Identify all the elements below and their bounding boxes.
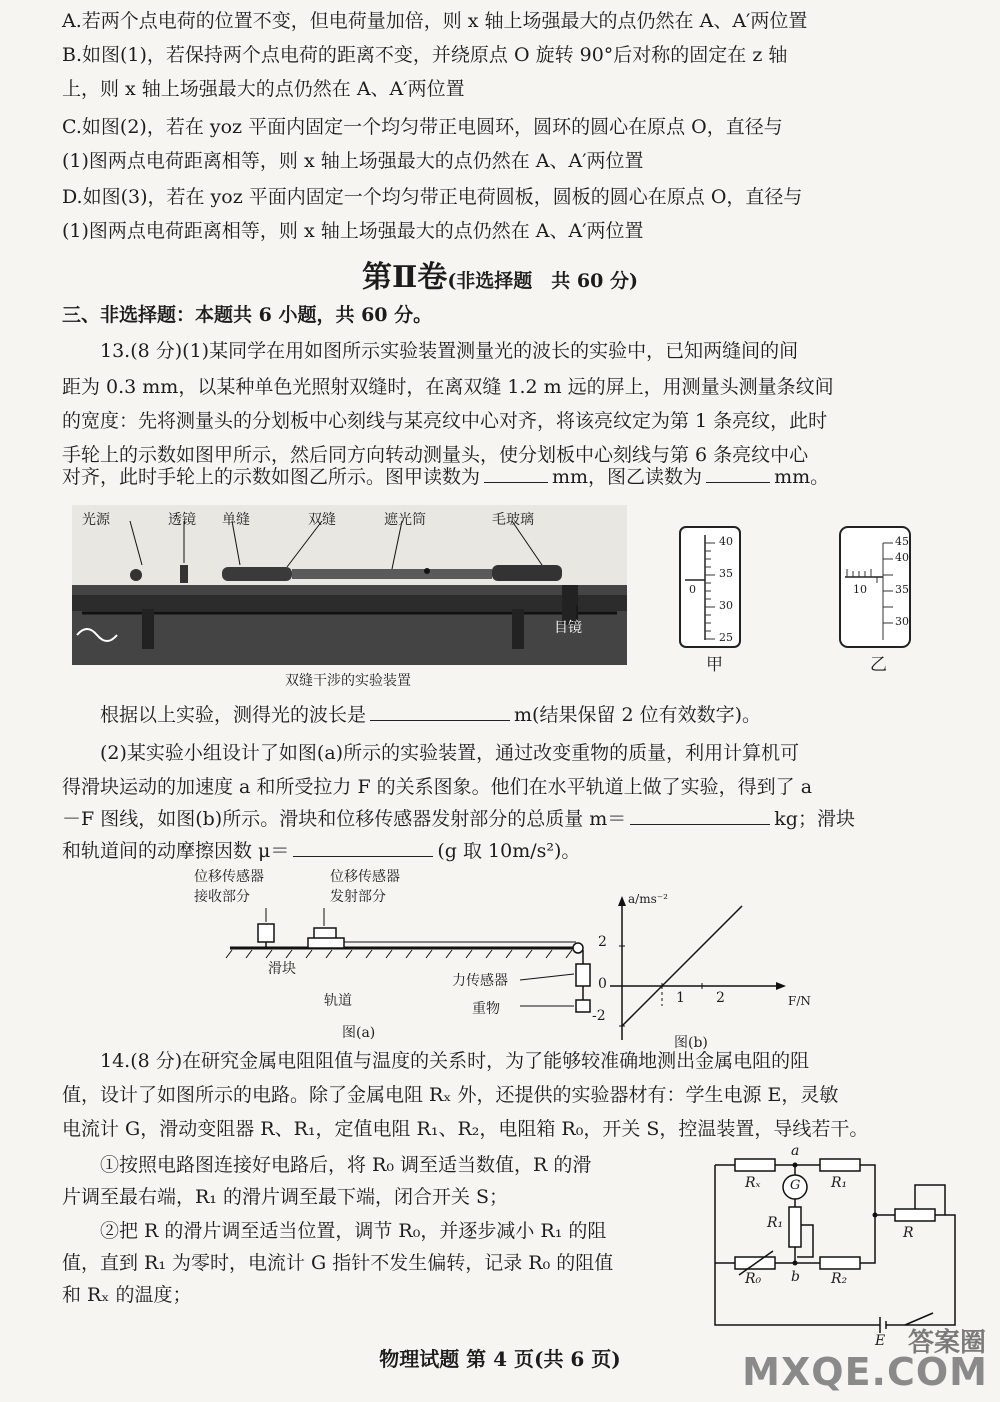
dial-jia-tick-4: 25 <box>719 631 733 644</box>
q13-line5 <box>62 462 829 492</box>
dial-jia-main-scale: 0 <box>689 583 696 596</box>
watermark-logo-text: 答案圈 <box>907 1328 986 1358</box>
q13-part2-line1: (2)某实验小组设计了如图(a)所示的实验装置，通过改变重物的质量，利用计算机可 <box>100 742 800 764</box>
fig-a-transmitter-label-2: 发射部分 <box>330 889 386 905</box>
label-eyepiece: 目镜 <box>554 620 582 636</box>
label-lens: 透镜 <box>168 512 196 528</box>
circuit-node-a: a <box>791 1143 800 1159</box>
apparatus-caption: 双缝干涉的实验装置 <box>285 673 411 689</box>
fig-b-xlabel: F/N <box>788 994 811 1008</box>
circuit-label-rt: R₁ <box>767 1215 784 1231</box>
fig-b-xtick-1: 1 <box>676 990 685 1006</box>
watermark-url: MXQE.COM <box>742 1350 988 1394</box>
option-b-line1: B.如图(1)，若保持两个点电荷的距离不变，并绕原点 O 旋转 90°后对称的固定在 z 轴 <box>62 44 788 66</box>
dial-yi-tick-3: 35 <box>895 583 909 596</box>
x-axis-arrow <box>776 982 786 990</box>
answer-blank-wavelength[interactable] <box>370 700 510 721</box>
double-slit-apparatus-figure <box>72 505 627 665</box>
option-d-line1: D.如图(3)，若在 yoz 平面内固定一个均匀带正电荷圆板，圆板的圆心在原点 O，直径与 <box>62 186 803 208</box>
q13-part2-line4-b: (g 取 10m/s²)。 <box>437 840 581 862</box>
dial-yi-main-scale: 10 <box>853 583 867 596</box>
dial-yi-tick-1: 45 <box>895 535 909 548</box>
micrometer-yi <box>835 525 915 650</box>
answer-blank-yi[interactable] <box>706 462 770 483</box>
fig-a-slider-label: 滑块 <box>268 961 296 977</box>
q13-wavelength-a: 根据以上实验，测得光的波长是 <box>100 704 367 726</box>
option-a: A.若两个点电荷的位置不变，但电荷量加倍，则 x 轴上场强最大的点仍然在 A、A′两位置 <box>62 10 808 32</box>
label-light-tube: 遮光筒 <box>384 512 426 528</box>
r2-resistor <box>820 1257 860 1269</box>
q14-step2-line2: 值，直到 R₁ 为零时，电流计 G 指针不发生偏转，记录 R₀ 的阻值 <box>62 1252 614 1274</box>
q13-wavelength-line <box>100 700 761 730</box>
circuit-label-r1: R₁ <box>831 1175 848 1191</box>
rt-resistor <box>789 1207 801 1247</box>
y-axis-arrow <box>618 896 626 906</box>
part2-title: 第Ⅱ卷 <box>362 260 448 295</box>
micrometer-jia-drawing <box>675 525 745 650</box>
circuit-label-e: E <box>875 1333 886 1349</box>
dial-jia-tick-2: 35 <box>719 567 733 580</box>
q13-part2-line2: 得滑块运动的加速度 a 和所受拉力 F 的关系图象。他们在水平轨道上做了实验，得到了 a <box>62 776 813 798</box>
circuit-node-b: b <box>791 1269 800 1285</box>
fig-a-track-label: 轨道 <box>324 993 352 1009</box>
answer-blank-jia[interactable] <box>484 462 548 483</box>
fig-a-receiver-label-1: 位移传感器 <box>194 869 264 885</box>
circuit-label-r2: R₂ <box>831 1271 848 1287</box>
fig-b-ytick-minus2: -2 <box>592 1008 606 1024</box>
q14-step2-line3: 和 Rₓ 的温度； <box>62 1284 192 1306</box>
circuit-label-rx: Rₓ <box>745 1175 761 1191</box>
part2-subtitle: (非选择题 共 60 分) <box>447 270 638 292</box>
figure-b-graph <box>590 890 820 1050</box>
r-rheostat <box>895 1209 935 1221</box>
q13-line2: 距为 0.3 mm，以某种单色光照射双缝时，在离双缝 1.2 m 远的屏上，用测量头测量条纹间 <box>62 376 834 398</box>
q13-part2-line3-a: －F 图线，如图(b)所示。滑块和位移传感器发射部分的总质量 m＝ <box>62 808 627 830</box>
q13-line5-c: mm。 <box>774 466 830 488</box>
dial-yi-tick-4: 30 <box>895 615 909 628</box>
figure-a-setup <box>190 862 610 1052</box>
q13-line4: 手轮上的示数如图甲所示，然后同方向转动测量头，使分划板中心刻线与第 6 条亮纹中心 <box>62 444 809 466</box>
dial-jia-tick-3: 30 <box>719 599 733 612</box>
q14-step1-line2: 片调至最右端，R₁ 的滑片调至最下端，闭合开关 S； <box>62 1186 509 1208</box>
circuit-label-g: G <box>790 1178 801 1193</box>
option-b-line2: 上，则 x 轴上场强最大的点仍然在 A、A′两位置 <box>62 78 465 100</box>
figure-a-drawing <box>190 862 610 1052</box>
rx-resistor <box>735 1159 775 1171</box>
answer-blank-mu[interactable] <box>293 836 433 857</box>
section-3-heading: 三、非选择题：本题共 6 小题，共 60 分。 <box>62 304 433 326</box>
label-double-slit: 双缝 <box>308 512 336 528</box>
part2-heading <box>0 252 1000 296</box>
fig-b-caption: 图(b) <box>674 1035 708 1051</box>
q14-step2-line1: ②把 R 的滑片调至适当位置，调节 R₀，并逐步减小 R₁ 的阻 <box>100 1220 607 1242</box>
fig-b-ylabel: a/ms⁻² <box>628 892 668 906</box>
r1-resistor <box>820 1159 860 1171</box>
page-footer: 物理试题 第 4 页(共 6 页) <box>379 1347 621 1371</box>
option-c-line1: C.如图(2)，若在 yoz 平面内固定一个均匀带正电圆环，圆环的圆心在原点 O，直径与 <box>62 116 783 138</box>
q13-line5-b: mm，图乙读数为 <box>552 466 703 488</box>
dial-yi-tick-2: 40 <box>895 551 909 564</box>
q14-step1-line1: ①按照电路图连接好电路后，将 R₀ 调至适当数值，R 的滑 <box>100 1154 592 1176</box>
a-f-series-line-0 <box>622 906 742 1026</box>
dial-jia-tick-1: 40 <box>719 535 733 548</box>
fig-b-ytick-2: 2 <box>598 934 607 950</box>
fig-a-transmitter-label-1: 位移传感器 <box>330 869 400 885</box>
option-c-line2: (1)图两点电荷距离相等，则 x 轴上场强最大的点仍然在 A、A′两位置 <box>62 150 644 172</box>
circuit-label-r: R <box>903 1225 914 1241</box>
q13-line1: 13.(8 分)(1)某同学在用如图所示实验装置测量光的波长的实验中，已知两缝间的间 <box>100 340 799 362</box>
q14-line3: 电流计 G，滑动变阻器 R、R₁，定值电阻 R₁、R₂，电阻箱 R₀，开关 S，控温装置，导线若干。 <box>62 1118 869 1140</box>
q13-wavelength-b: m(结果保留 2 位有效数字)。 <box>514 704 762 726</box>
label-ground-glass: 毛玻璃 <box>492 512 534 528</box>
fig-a-force-sensor-label: 力传感器 <box>452 973 508 989</box>
q14-line2: 值，设计了如图所示的电路。除了金属电阻 Rₓ 外，还提供的实验器材有：学生电源 E，灵敏 <box>62 1084 839 1106</box>
micrometer-jia <box>675 525 745 650</box>
q14-line1: 14.(8 分)在研究金属电阻阻值与温度的关系时，为了能够较准确地测出金属电阻的阻 <box>100 1050 810 1072</box>
apparatus-drawing <box>72 505 627 665</box>
dial-yi-label: 乙 <box>870 655 887 675</box>
fig-b-xtick-2: 2 <box>716 990 725 1006</box>
q13-part2-line3-b: kg；滑块 <box>774 808 855 830</box>
q13-part2-line4-a: 和轨道间的动摩擦因数 μ＝ <box>62 840 290 862</box>
label-single-slit: 单缝 <box>222 512 250 528</box>
dial-jia-label: 甲 <box>706 655 723 675</box>
option-d-line2: (1)图两点电荷距离相等，则 x 轴上场强最大的点仍然在 A、A′两位置 <box>62 220 644 242</box>
fig-b-ytick-0: 0 <box>598 976 607 992</box>
fig-a-weight-label: 重物 <box>472 1001 500 1017</box>
q13-line3: 的宽度：先将测量头的分划板中心刻线与某亮纹中心对齐，将该亮纹定为第 1 条亮纹，此时 <box>62 410 828 432</box>
a-f-chart <box>590 890 820 1050</box>
q13-part2-line3 <box>62 804 855 834</box>
fig-a-receiver-label-2: 接收部分 <box>194 889 250 905</box>
fig-a-caption: 图(a) <box>342 1025 376 1041</box>
label-light-source: 光源 <box>82 512 110 528</box>
answer-blank-mass[interactable] <box>630 804 770 825</box>
q13-line5-a: 对齐，此时手轮上的示数如图乙所示。图甲读数为 <box>62 466 481 488</box>
circuit-label-r0: R₀ <box>745 1271 762 1287</box>
